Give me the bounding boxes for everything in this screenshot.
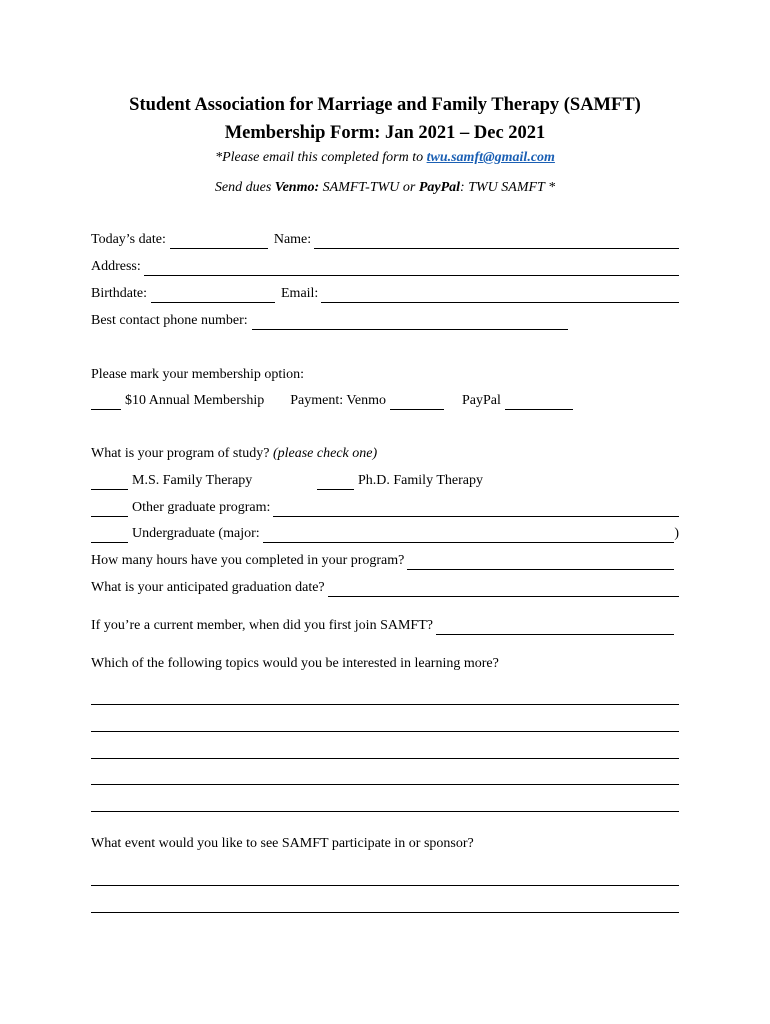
- program-prompt: [91, 445, 679, 463]
- other-program-row: [91, 499, 679, 517]
- dues-instruction: [0, 179, 770, 197]
- ms-label: M.S. Family Therapy: [132, 473, 253, 488]
- address-row: [91, 258, 679, 276]
- membership-prompt: Please mark your membership option:: [91, 367, 305, 382]
- topics-answer-line[interactable]: [91, 811, 679, 812]
- phone-label: Best contact phone number:: [91, 313, 248, 328]
- todays-date-label: Today’s date:: [91, 232, 166, 247]
- phd-checkbox[interactable]: [317, 477, 354, 490]
- graduation-field[interactable]: [328, 583, 679, 597]
- address-field[interactable]: [144, 262, 679, 276]
- topics-answer-line[interactable]: [91, 731, 679, 732]
- program-degree-row: [91, 472, 679, 490]
- graduation-row: [91, 579, 679, 597]
- name-label: Name:: [273, 232, 312, 247]
- join-field[interactable]: [436, 621, 674, 635]
- topics-prompt: Which of the following topics would you be interested in learning more?: [91, 656, 499, 671]
- event-answer-line[interactable]: [91, 885, 679, 886]
- email-label: Email:: [281, 286, 319, 301]
- paypal-label: PayPal: [418, 180, 461, 195]
- undergrad-major-field[interactable]: [263, 529, 675, 543]
- event-answer-line[interactable]: [91, 912, 679, 913]
- undergrad-label: Undergraduate (major:: [132, 526, 260, 541]
- phd-label: Ph.D. Family Therapy: [358, 473, 483, 488]
- venmo-field[interactable]: [390, 397, 444, 410]
- paypal-handle: : TWU SAMFT *: [460, 180, 556, 195]
- topics-answer-line[interactable]: [91, 784, 679, 785]
- other-program-field[interactable]: [273, 503, 679, 517]
- event-prompt: What event would you like to see SAMFT participate in or sponsor?: [91, 836, 474, 851]
- venmo-label: Venmo:: [274, 180, 320, 195]
- undergrad-row: [91, 525, 679, 543]
- birthdate-field[interactable]: [151, 290, 275, 303]
- address-label: Address:: [91, 259, 141, 274]
- email-instruction: [0, 149, 770, 167]
- dues-prefix: Send dues: [214, 180, 275, 195]
- membership-row: [91, 392, 679, 410]
- join-row: [91, 617, 674, 635]
- membership-checkbox[interactable]: [91, 397, 121, 410]
- venmo-handle: SAMFT-TWU or: [319, 180, 419, 195]
- other-program-label: Other graduate program:: [132, 500, 271, 515]
- phone-row: [91, 312, 679, 330]
- todays-date-field[interactable]: [170, 236, 268, 249]
- email-field[interactable]: [321, 289, 679, 303]
- paypal-field[interactable]: [505, 397, 573, 410]
- payment-venmo-label: Payment: Venmo: [290, 393, 387, 408]
- graduation-label: What is your anticipated graduation date?: [91, 580, 325, 595]
- ms-checkbox[interactable]: [91, 477, 128, 490]
- hours-row: [91, 552, 674, 570]
- hours-field[interactable]: [407, 556, 674, 570]
- other-checkbox[interactable]: [91, 504, 128, 517]
- program-prompt-hint: (please check one): [272, 446, 378, 461]
- topics-answer-line[interactable]: [91, 758, 679, 759]
- birthdate-label: Birthdate:: [91, 286, 147, 301]
- program-prompt-text: What is your program of study?: [91, 446, 270, 461]
- form-title-line2: Membership Form: Jan 2021 – Dec 2021: [224, 123, 546, 143]
- payment-paypal-label: PayPal: [462, 393, 501, 408]
- date-name-row: [91, 231, 679, 249]
- phone-field[interactable]: [252, 317, 568, 330]
- email-instruction-text: *Please email this completed form to: [215, 150, 427, 165]
- email-link[interactable]: twu.samft@gmail.com: [426, 150, 555, 165]
- undergrad-checkbox[interactable]: [91, 530, 128, 543]
- form-title-line1: Student Association for Marriage and Family Therapy (SAMFT): [129, 95, 641, 115]
- hours-label: How many hours have you completed in your program?: [91, 553, 405, 568]
- join-label: If you’re a current member, when did you first join SAMFT?: [91, 618, 433, 633]
- birthdate-email-row: [91, 285, 679, 303]
- name-field[interactable]: [314, 235, 679, 249]
- membership-option-label: $10 Annual Membership: [125, 393, 265, 408]
- undergrad-close-paren: ): [674, 526, 679, 541]
- topics-answer-line[interactable]: [91, 704, 679, 705]
